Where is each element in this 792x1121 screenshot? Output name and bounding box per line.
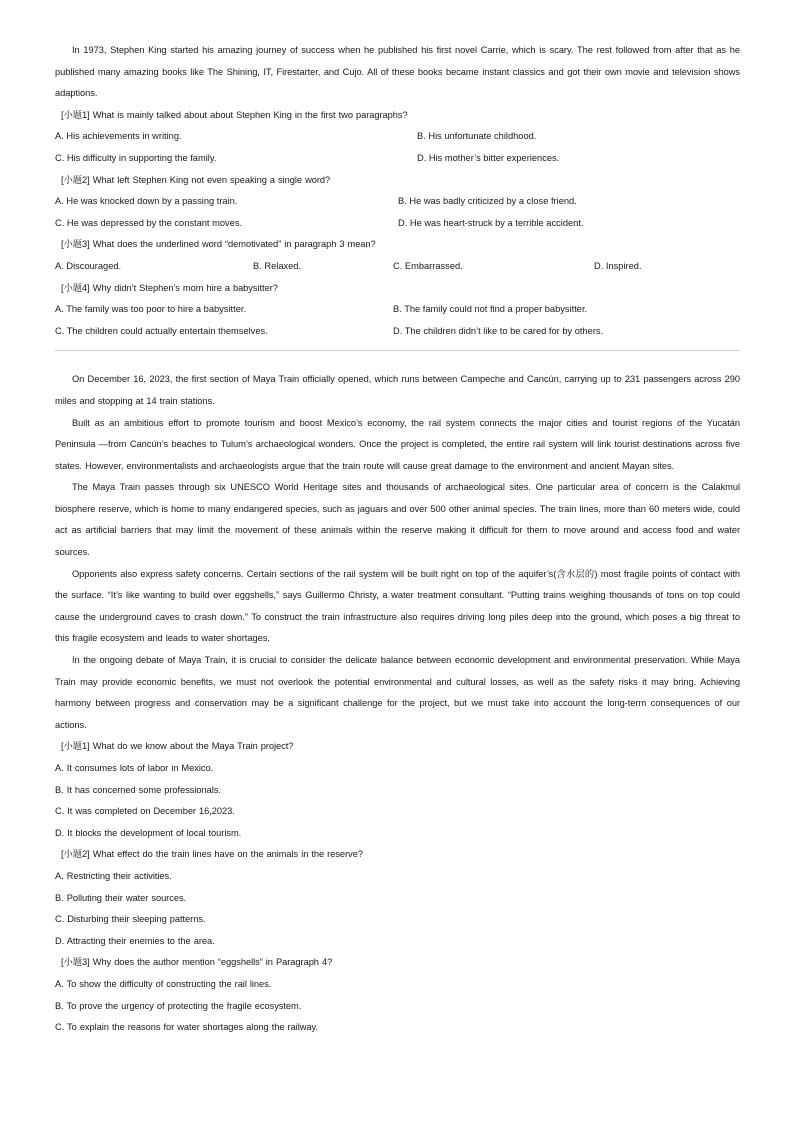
p2-q1-option-a[interactable]: A. It consumes lots of labor in Mexico. bbox=[55, 763, 214, 773]
passage2-paragraph-2: Built as an ambitious effort to promote tourism and boost Mexico’s economy, the rail system connects the major cities and tourist regions of the Yucatán Peninsula —from Cancún’s beaches to Tulum’s archaeological wonders. Once the project is completed, the entire rail system will link tourist destinations across five states. However, environmentalists and archaeologists argue that the train route will cause great damage to the environment and ancient Mayan sites. bbox=[55, 417, 740, 471]
p1-question-1-stem: [小题1] What is mainly talked about about Stephen King in the first two paragraphs? bbox=[61, 109, 408, 120]
p1-question-3-options bbox=[55, 256, 740, 278]
p2-q2-option-b[interactable]: B. Polluting their water sources. bbox=[55, 892, 187, 903]
p1-q1-option-b[interactable]: B. His unfortunate childhood. bbox=[417, 131, 537, 142]
p1-question-3-stem: [小题3] What does the underlined word “demotivated” in paragraph 3 mean? bbox=[61, 239, 376, 250]
p1-q4-option-d[interactable]: D. The children didn’t like to be cared for by others. bbox=[393, 325, 604, 336]
p1-q1-option-d[interactable]: D. His mother’s bitter experiences. bbox=[417, 152, 560, 163]
p2-q2-option-d[interactable]: D. Attracting their enemies to the area. bbox=[55, 935, 215, 946]
passage2-paragraph-4: Opponents also express safety concerns. Certain sections of the rail system will be built right on top of the aquifer’s(含水层的) most fragile points of contact with the surface. “It’s like wanting to build over eggshells,” says Guillermo Christy, a water treatment consultant. “Putting trains weighing thousands of tons on top could cause the underground caves to crash down.” To construct the train infrastructure also requires driving long piles deep into the ground, which poses a big threat to this fragile ecosystem and leads to water shortages. bbox=[55, 568, 740, 644]
p1-q3-option-a[interactable]: A. Discouraged. bbox=[55, 260, 122, 271]
p2-q3-option-a[interactable]: A. To show the difficulty of constructing the rail lines. bbox=[55, 978, 272, 989]
p1-q4-option-a[interactable]: A. The family was too poor to hire a babysitter. bbox=[55, 304, 247, 315]
p1-question-2-options bbox=[55, 191, 740, 213]
p1-question-2-options-row2 bbox=[55, 213, 740, 235]
p2-q1-option-c[interactable]: C. It was completed on December 16,2023. bbox=[55, 806, 235, 817]
p1-q2-option-d[interactable]: D. He was heart-struck by a terrible accident. bbox=[398, 217, 584, 228]
p1-question-2-stem: [小题2] What left Stephen King not even speaking a single word? bbox=[61, 174, 331, 185]
p2-q2-option-c[interactable]: C. Disturbing their sleeping patterns. bbox=[55, 914, 206, 925]
p2-q1-option-b[interactable]: B. It has concerned some professionals. bbox=[55, 784, 221, 795]
p1-q4-option-b[interactable]: B. The family could not find a proper babysitter. bbox=[393, 304, 588, 315]
p1-q3-option-c[interactable]: C. Embarrassed. bbox=[393, 260, 463, 271]
passage1-paragraph: In 1973, Stephen King started his amazing journey of success when he published his first novel Carrie, which is scary. The rest followed from after that as he published many amazing books like The Shining, IT, Firestarter, and Cujo. All of these books became instant classics and got their own movie and television shows adaptions. bbox=[55, 45, 740, 99]
p1-q3-option-b[interactable]: B. Relaxed. bbox=[253, 260, 302, 271]
p2-question-1-stem: [小题1] What do we know about the Maya Train project? bbox=[61, 741, 294, 752]
p2-question-2-stem: [小题2] What effect do the train lines have on the animals in the reserve? bbox=[61, 849, 363, 860]
p1-q2-option-c[interactable]: C. He was depressed by the constant moves. bbox=[55, 217, 243, 228]
p1-question-4-options-row2 bbox=[55, 321, 740, 343]
p1-question-1-options-row2 bbox=[55, 148, 740, 170]
worksheet-page bbox=[55, 40, 740, 1039]
p1-question-4-stem: [小题4] Why didn’t Stephen’s mom hire a babysitter? bbox=[61, 282, 278, 293]
p1-q3-option-d[interactable]: D. Inspired. bbox=[594, 260, 642, 271]
p2-q3-option-c[interactable]: C. To explain the reasons for water shortages along the railway. bbox=[55, 1022, 318, 1033]
section-divider bbox=[55, 350, 740, 351]
p1-q1-option-c[interactable]: C. His difficulty in supporting the family. bbox=[55, 152, 217, 163]
passage2-paragraph-1: On December 16, 2023, the first section of Maya Train officially opened, which runs between Campeche and Cancún, carrying up to 231 passengers across 290 miles and stopping at 14 train stations. bbox=[55, 374, 740, 406]
p1-q2-option-a[interactable]: A. He was knocked down by a passing train. bbox=[55, 196, 238, 207]
p2-question-3-stem: [小题3] Why does the author mention “eggshells” in Paragraph 4? bbox=[61, 957, 333, 968]
p2-q2-option-a[interactable]: A. Restricting their activities. bbox=[55, 870, 172, 881]
p1-question-4-options bbox=[55, 299, 740, 321]
p2-q1-option-d[interactable]: D. It blocks the development of local tourism. bbox=[55, 827, 242, 838]
p2-q3-option-b[interactable]: B. To prove the urgency of protecting the fragile ecosystem. bbox=[55, 1000, 302, 1011]
p1-q2-option-b[interactable]: B. He was badly criticized by a close friend. bbox=[398, 196, 577, 207]
passage2-paragraph-5: In the ongoing debate of Maya Train, it is crucial to consider the delicate balance between economic development and environmental preservation. While Maya Train may provide economic benefits, we must not overlook the potential environmental and cultural losses, as well as the safety risks it may bring. Achieving harmony between progress and conservation may be a significant challenge for the project, but we must take into account the long-term consequences of our actions. bbox=[55, 655, 740, 730]
p1-q4-option-c[interactable]: C. The children could actually entertain themselves. bbox=[55, 325, 268, 336]
p1-question-1-options bbox=[55, 126, 740, 148]
p1-q1-option-a[interactable]: A. His achievements in writing. bbox=[55, 131, 182, 142]
passage2-paragraph-3: The Maya Train passes through six UNESCO World Heritage sites and thousands of archaeological sites. One particular area of concern is the Calakmul biosphere reserve, which is home to many endangered species, such as jaguars and over 500 other animal species. The train lines, more than 60 meters wide, could act as artificial barriers that may limit the movement of these animals within the reserve making it difficult for them to move around and access food and water sources. bbox=[55, 482, 740, 558]
